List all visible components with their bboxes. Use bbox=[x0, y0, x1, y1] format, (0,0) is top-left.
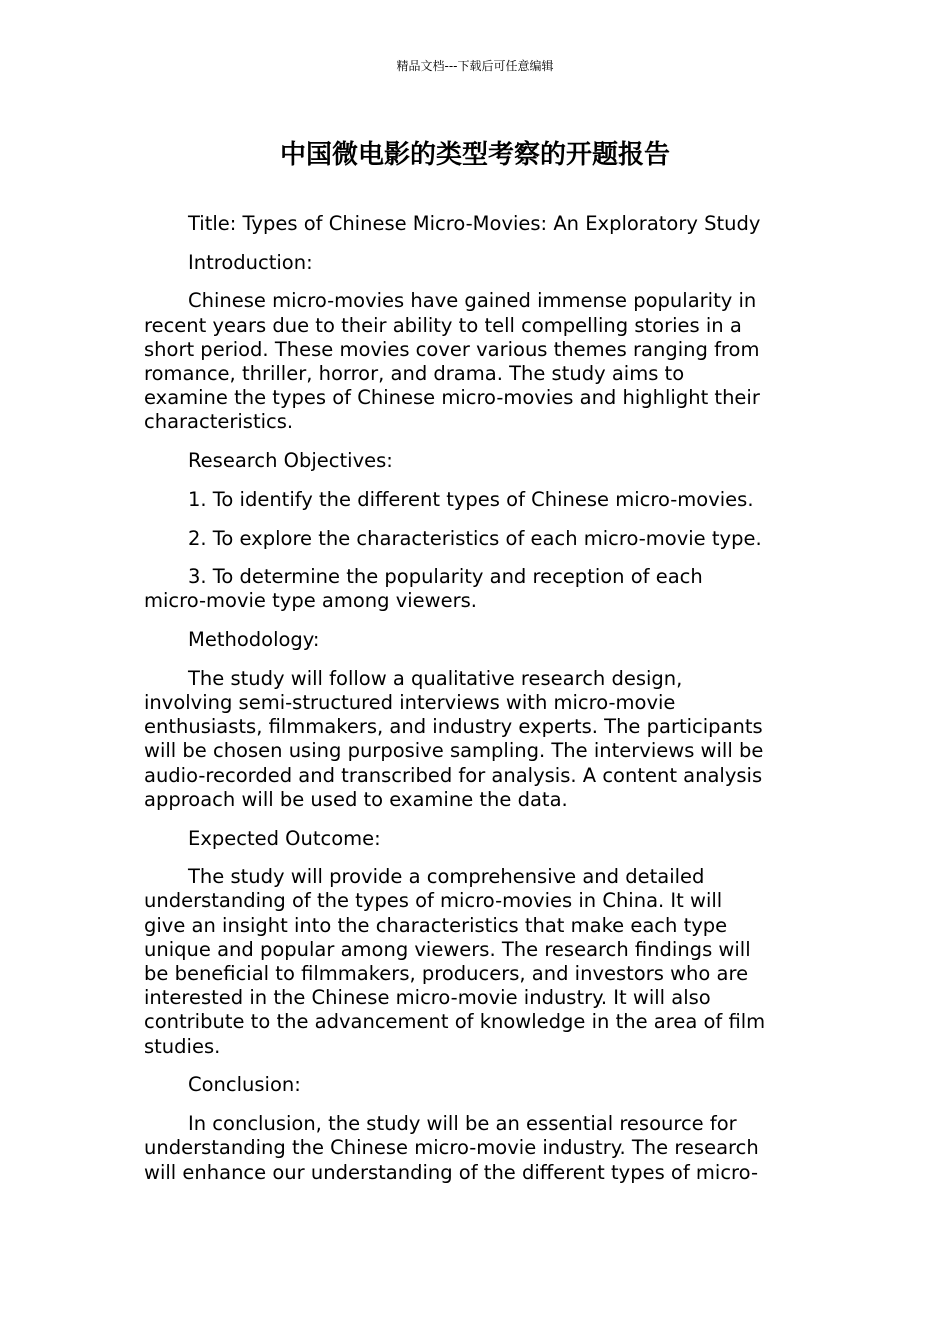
text-line: Title: Types of Chinese Micro-Movies: An Exploratory Study bbox=[188, 212, 761, 235]
paragraph bbox=[144, 527, 810, 551]
text-line: understanding of the types of micro-movies in China. It will bbox=[144, 889, 723, 913]
text-line: Conclusion: bbox=[188, 1073, 301, 1097]
text-line: interested in the Chinese micro-movie industry. It will also bbox=[144, 986, 711, 1010]
paragraph bbox=[144, 289, 810, 434]
document-title: 中国微电影的类型考察的开题报告 bbox=[279, 140, 670, 170]
text-line: Methodology: bbox=[188, 628, 320, 652]
text-line: short period. These movies cover various themes ranging from bbox=[144, 337, 760, 361]
paragraph bbox=[144, 865, 810, 1059]
paragraph bbox=[144, 827, 810, 851]
text-line: approach will be used to examine the data. bbox=[144, 787, 568, 811]
text-line: Expected Outcome: bbox=[188, 826, 381, 850]
paragraph bbox=[144, 449, 810, 473]
paragraph bbox=[144, 628, 810, 652]
text-line: give an insight into the characteristics that make each type bbox=[144, 913, 728, 937]
paragraph bbox=[144, 251, 810, 275]
paragraph bbox=[144, 1112, 810, 1185]
text-line: Introduction: bbox=[188, 250, 313, 274]
text-line: Research Objectives: bbox=[188, 449, 393, 473]
document-body bbox=[144, 212, 810, 1199]
text-line: characteristics. bbox=[144, 410, 294, 434]
text-line: contribute to the advancement of knowledge in the area of film bbox=[144, 1010, 766, 1034]
page-header-note: 精品文档---下载后可任意编辑 bbox=[396, 59, 554, 73]
text-line: examine the types of Chinese micro-movies and highlight their bbox=[144, 386, 760, 410]
text-line: 3. To determine the popularity and reception of each bbox=[188, 565, 703, 589]
text-line: Chinese micro-movies have gained immense popularity in bbox=[188, 289, 757, 313]
text-line: studies. bbox=[144, 1034, 221, 1058]
text-line: unique and popular among viewers. The research findings will bbox=[144, 937, 751, 961]
text-line: micro-movie type among viewers. bbox=[144, 589, 477, 613]
paragraph bbox=[144, 488, 810, 512]
text-line: 1. To identify the different types of Chinese micro-movies. bbox=[188, 487, 754, 511]
text-line: In conclusion, the study will be an essential resource for bbox=[188, 1112, 737, 1136]
paragraph bbox=[144, 212, 810, 236]
paragraph bbox=[144, 1073, 810, 1097]
paragraph bbox=[144, 565, 810, 613]
text-line: involving semi-structured interviews with micro-movie bbox=[144, 691, 676, 715]
text-line: The study will follow a qualitative research design, bbox=[188, 666, 683, 690]
text-line: understanding the Chinese micro-movie industry. The research bbox=[144, 1136, 759, 1160]
text-line: The study will provide a comprehensive and detailed bbox=[188, 865, 705, 889]
text-line: will be chosen using purposive sampling. The interviews will be bbox=[144, 739, 764, 763]
text-line: audio-recorded and transcribed for analysis. A content analysis bbox=[144, 763, 763, 787]
paragraph bbox=[144, 667, 810, 812]
text-line: 2. To explore the characteristics of each micro-movie type. bbox=[188, 526, 762, 550]
text-line: enthusiasts, filmmakers, and industry experts. The participants bbox=[144, 715, 763, 739]
text-line: will enhance our understanding of the different types of micro- bbox=[144, 1160, 758, 1184]
text-line: be beneficial to filmmakers, producers, and investors who are bbox=[144, 962, 749, 986]
text-line: recent years due to their ability to tell compelling stories in a bbox=[144, 313, 742, 337]
text-line: romance, thriller, horror, and drama. The study aims to bbox=[144, 362, 685, 386]
